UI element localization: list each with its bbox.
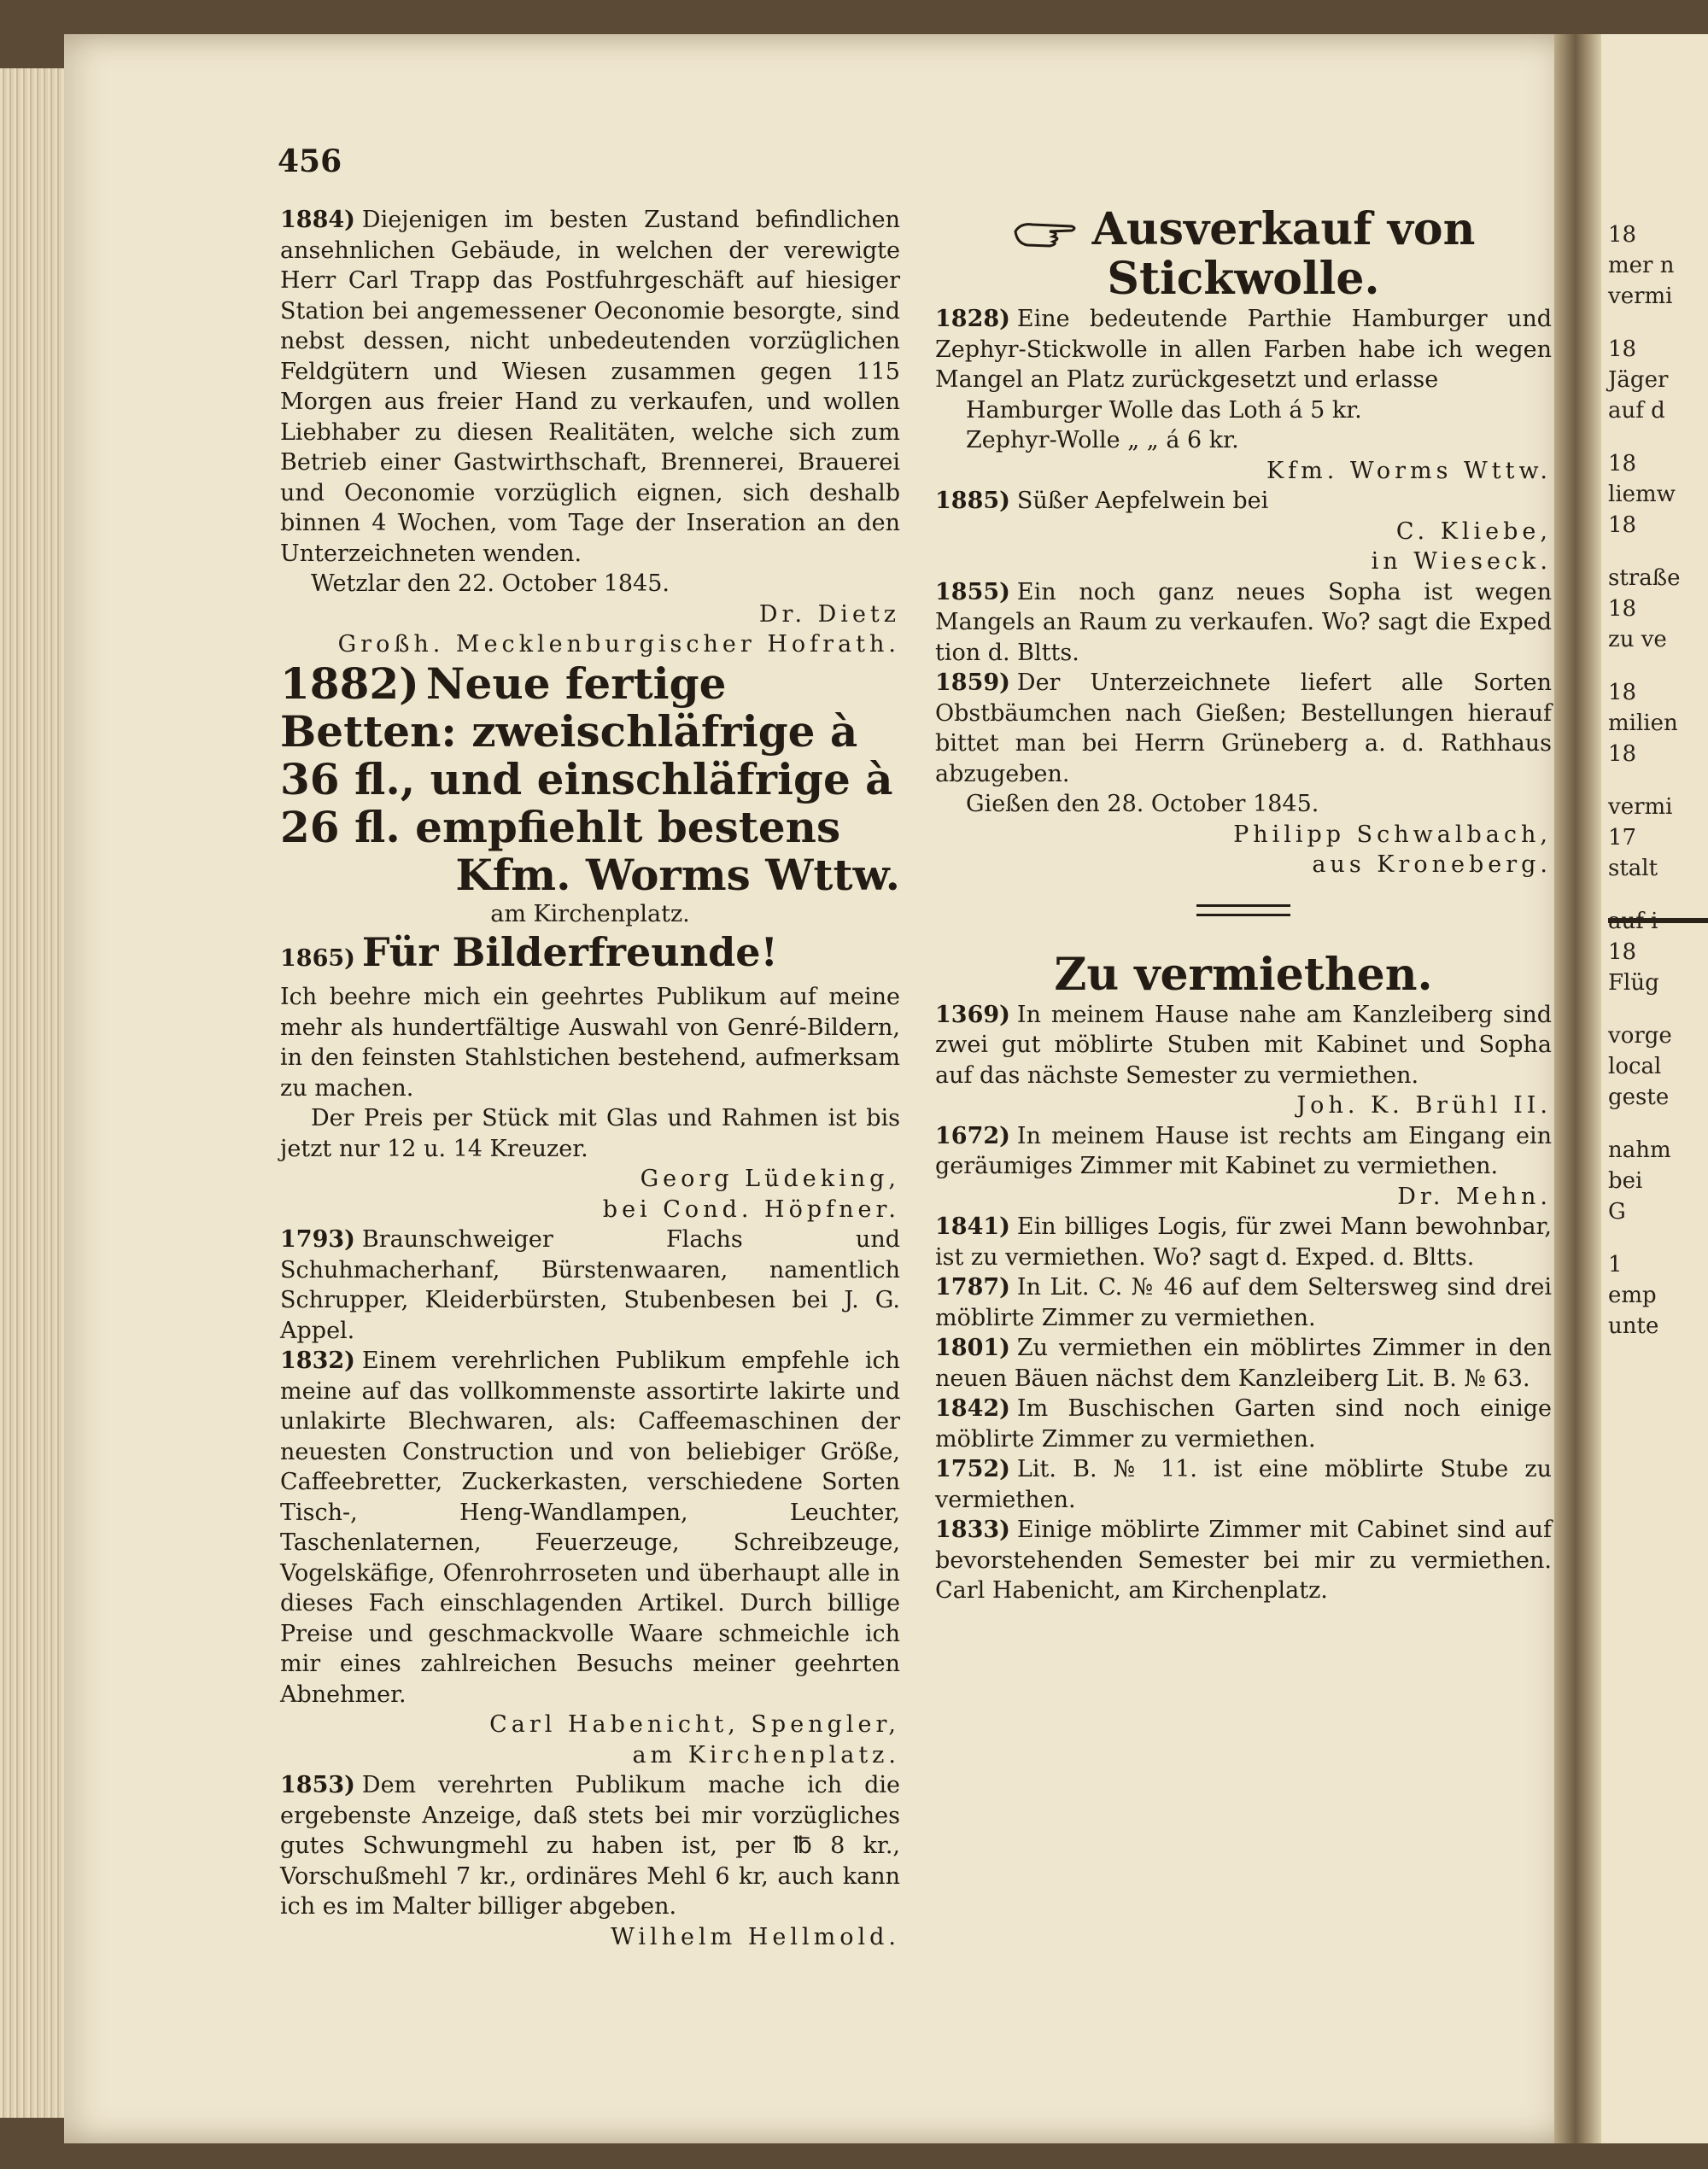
section-heading xyxy=(935,205,1552,304)
ad-text: Der Unterzeichnete liefert alle Sorten Obstbäumchen nach Gießen; Bestellungen hierauf bittet man bei Herrn Grüneberg a. d. Rathhaus abzugeben. xyxy=(935,669,1552,787)
ad-text: Eine bedeutende Parthie Hamburger und Zephyr-Stickwolle in allen Farben habe ich wegen Mangel an Platz zurückgesetzt und erlasse xyxy=(935,306,1552,393)
ad-text: Für Bilderfreunde! xyxy=(361,929,778,975)
ad-number: 1787) xyxy=(935,1274,1010,1301)
ad-number: 1752) xyxy=(935,1456,1010,1482)
signature: Dr. Mehn. xyxy=(1397,1183,1552,1210)
next-page-fragment: milien xyxy=(1608,710,1678,736)
next-page-fragment: G xyxy=(1608,1199,1626,1225)
page-number: 456 xyxy=(278,143,342,179)
next-page-fragment: bei xyxy=(1608,1168,1643,1194)
signature: Dr. Dietz xyxy=(758,600,900,628)
ad-number: 1833) xyxy=(935,1517,1010,1543)
ad-number: 1865) xyxy=(280,945,355,972)
ad-number: 1793) xyxy=(280,1226,355,1253)
next-page-fragment: 17 xyxy=(1608,825,1637,851)
signature: Philipp Schwalbach, xyxy=(1233,821,1552,848)
next-page-fragment: stalt xyxy=(1608,856,1658,881)
signature: am Kirchenplatz. xyxy=(632,1741,900,1769)
next-page-fragment: straße xyxy=(1608,565,1681,591)
text-line: Gießen den 28. October 1845. xyxy=(966,791,1319,817)
left-column xyxy=(280,205,900,1952)
advertisement xyxy=(935,1121,1552,1182)
text-line: Wetzlar den 22. October 1845. xyxy=(311,570,670,597)
advertisement xyxy=(280,660,900,851)
pointing-hand-icon xyxy=(1012,216,1080,250)
next-page-fragment: 18 xyxy=(1608,680,1637,705)
advertisement xyxy=(280,1770,900,1922)
ad-text: Ein billiges Logis, für zwei Mann bewohnbar, ist zu vermiethen. Wo? sagt d. Exped. d. Bltts. xyxy=(935,1213,1552,1271)
next-page-fragment: unte xyxy=(1608,1313,1659,1339)
ad-number: 1842) xyxy=(935,1395,1010,1422)
next-page-fragment: vermi xyxy=(1608,794,1673,820)
ad-text: In Lit. C. № 46 auf dem Seltersweg sind drei möblirte Zimmer zu vermiethen. xyxy=(935,1274,1552,1331)
advertisement xyxy=(280,1225,900,1346)
ad-number: 1882) xyxy=(280,658,419,709)
next-page-fragment: vorge xyxy=(1608,1023,1672,1049)
ad-number: 1853) xyxy=(280,1772,355,1798)
next-page-fragment: auf d xyxy=(1608,398,1665,424)
next-page-fragment: 18 xyxy=(1608,336,1637,362)
ad-text: Ein noch ganz neues Sopha ist wegen Mangels an Raum zu verkaufen. Wo? sagt die Exped tion d. Bltts. xyxy=(935,578,1552,666)
section-divider xyxy=(1196,904,1290,916)
ad-number: 1832) xyxy=(280,1348,355,1374)
next-page-fragment: zu ve xyxy=(1608,627,1667,652)
ad-text: Diejenigen im besten Zustand befindlichen ansehnlichen Gebäude, in welchen der verewigte Herr Carl Trapp das Postfuhrgeschäft auf hiesiger Station bei angemessener Oeconomie besorgte, sind nebst dessen, nicht unbedeutenden vorzüglichen Feldgütern und Wiesen zusammen gegen 115 Morgen aus freier Hand zu verkaufen, und wollen Liebhaber zu diesen Realitäten, welche sich zum Betrieb einer Gastwirthschaft, Brennerei, Brauerei und Oeconomie vorzüglich eignen, sich deshalb binnen 4 Wochen, vom Tage der Inseration an den Unterzeichneten wenden. xyxy=(280,207,900,567)
signature: C. Kliebe, xyxy=(1395,517,1552,545)
next-page-fragment: liemw xyxy=(1608,482,1676,507)
address-line: am Kirchenplatz. xyxy=(490,900,690,927)
next-page-fragment: vermi xyxy=(1608,284,1673,309)
advertisement xyxy=(935,1272,1552,1333)
signature: Joh. K. Brühl II. xyxy=(1296,1092,1552,1119)
next-page-fragment: geste xyxy=(1608,1084,1670,1110)
ad-text: Braunschweiger Flachs und Schuhmacherhanf, Bürstenwaaren, namentlich Schrupper, Kleiderbürsten, Stubenbesen bei J. G. Appel. xyxy=(280,1226,900,1344)
advertisement xyxy=(935,304,1552,395)
signature: aus Kroneberg. xyxy=(1312,851,1552,878)
next-page-fragment: 18 xyxy=(1608,939,1637,965)
next-page-fragment: emp xyxy=(1608,1283,1657,1308)
next-page-fragment: 18 xyxy=(1608,596,1637,622)
advertisement xyxy=(280,205,900,569)
ad-number: 1885) xyxy=(935,488,1010,514)
advertisement xyxy=(280,1346,900,1710)
next-page-edge xyxy=(1601,34,1708,2143)
ad-number: 1841) xyxy=(935,1213,1010,1240)
heading-text: Ausverkauf von Stickwolle. xyxy=(1091,203,1476,305)
signature: Wilhelm Hellmold. xyxy=(611,1923,900,1950)
section-title: Zu vermiethen. xyxy=(1054,948,1433,1001)
signature: Kfm. Worms Wttw. xyxy=(1266,457,1552,484)
advertisement xyxy=(935,1394,1552,1454)
ad-text: Einem verehrlichen Publikum empfehle ich meine auf das vollkommenste assortirte lakirte und unlakirte Blechwaren, als: Caffeemaschinen der neuesten Construction und von beliebiger Größe, Caffeebretter, Zuckerkasten, verschiedene Sorten Tisch-, Heng-Wandlampen, Leuchter, Taschenlaternen, Feuerzeuge, Schreibzeuge, Vogelskäfige, Ofenrohrroseten und überhaupt alle in dieses Fach einschlagenden Artikel. Durch billige Preise und geschmackvolle Waare schmeichle ich mir eines zahlreichen Besuchs meiner geehrten Abnehmer. xyxy=(280,1348,900,1708)
next-page-fragment: 18 xyxy=(1608,451,1637,476)
next-page-fragment: mer n xyxy=(1608,253,1675,278)
ad-number: 1369) xyxy=(935,1001,1010,1028)
advertisement xyxy=(935,1333,1552,1394)
ad-text: Zu vermiethen ein möblirtes Zimmer in den neuen Bäuen nächst dem Kanzleiberg Lit. B. № 63. xyxy=(935,1335,1552,1392)
ad-number: 1672) xyxy=(935,1122,1010,1149)
next-page-fragment: local xyxy=(1608,1054,1662,1079)
ad-text: Lit. B. № 11. ist eine möblirte Stube zu vermiethen. xyxy=(935,1456,1552,1513)
ad-number: 1828) xyxy=(935,306,1010,332)
ad-text: Im Buschischen Garten sind noch einige möblirte Zimmer zu vermiethen. xyxy=(935,1395,1552,1453)
ad-text: In meinem Hause nahe am Kanzleiberg sind zwei gut möblirte Stuben mit Kabinet und Sopha auf das nächste Semester zu vermiethen. xyxy=(935,1001,1552,1089)
text-paragraph: Ich beehre mich ein geehrtes Publikum auf meine mehr als hundertfältige Auswahl von Genré-Bildern, in den feinsten Stahlstichen bestehend, aufmerksam zu machen. xyxy=(280,984,900,1102)
next-page-fragment: Flüg xyxy=(1608,970,1659,996)
next-page-fragment: 18 xyxy=(1608,741,1637,767)
ad-number: 1884) xyxy=(280,207,355,233)
signature: Großh. Mecklenburgischer Hofrath. xyxy=(337,631,900,658)
advertisement xyxy=(935,1000,1552,1091)
advertisement xyxy=(935,668,1552,789)
ad-number: 1859) xyxy=(935,669,1010,696)
right-column xyxy=(935,205,1552,1606)
ad-text: Einige möblirte Zimmer mit Cabinet sind auf bevorstehenden Semester bei mir zu vermiethen. Carl Habenicht, am Kirchenplatz. xyxy=(935,1517,1552,1604)
text-line: Der Preis per Stück mit Glas und Rahmen ist bis jetzt nur 12 u. 14 Kreuzer. xyxy=(280,1105,900,1162)
ad-text: In meinem Hause ist rechts am Eingang ein geräumiges Zimmer mit Kabinet zu vermiethen. xyxy=(935,1122,1552,1179)
next-page-fragment: 18 xyxy=(1608,512,1637,538)
signature: Carl Habenicht, Spengler, xyxy=(489,1711,900,1738)
text-line: Zephyr-Wolle „ „ á 6 kr. xyxy=(966,427,1239,453)
advertiser-signature: Kfm. Worms Wttw. xyxy=(455,849,900,900)
text-line: Hamburger Wolle das Loth á 5 kr. xyxy=(966,396,1362,424)
advertisement xyxy=(935,486,1552,517)
advertisement xyxy=(935,1515,1552,1606)
advertisement xyxy=(935,577,1552,669)
book-page-edges xyxy=(0,68,66,2118)
ad-text: Süßer Aepfelwein bei xyxy=(1016,488,1269,514)
ad-number: 1855) xyxy=(935,578,1010,605)
ad-text: Dem verehrten Publikum mache ich die ergebenste Anzeige, daß stets bei mir vorzügliches gutes Schwungmehl zu haben ist, per ℔ 8 kr., Vorschußmehl 7 kr., ordinäres Mehl 6 kr, auch kann ich es im Malter billiger abgeben. xyxy=(280,1772,900,1920)
next-page-fragment: nahm xyxy=(1608,1137,1671,1163)
ad-text: Neue fertige Betten: zweischläfrige à 36 fl., und einschläfrige à 26 fl. empfiehlt bestens xyxy=(280,658,893,852)
advertisement xyxy=(935,1454,1552,1515)
advertisement xyxy=(935,1212,1552,1272)
next-page-fragment: 1 xyxy=(1608,1252,1623,1277)
next-page-rule xyxy=(1608,918,1708,923)
ad-number: 1801) xyxy=(935,1335,1010,1361)
signature: Georg Lüdeking, xyxy=(640,1166,900,1192)
advertisement xyxy=(280,929,900,982)
next-page-fragment: 18 xyxy=(1608,222,1637,248)
book-gutter xyxy=(1554,34,1601,2143)
next-page-fragment: Jäger xyxy=(1608,367,1669,393)
signature: in Wieseck. xyxy=(1371,548,1552,575)
signature: bei Cond. Höpfner. xyxy=(602,1196,900,1223)
